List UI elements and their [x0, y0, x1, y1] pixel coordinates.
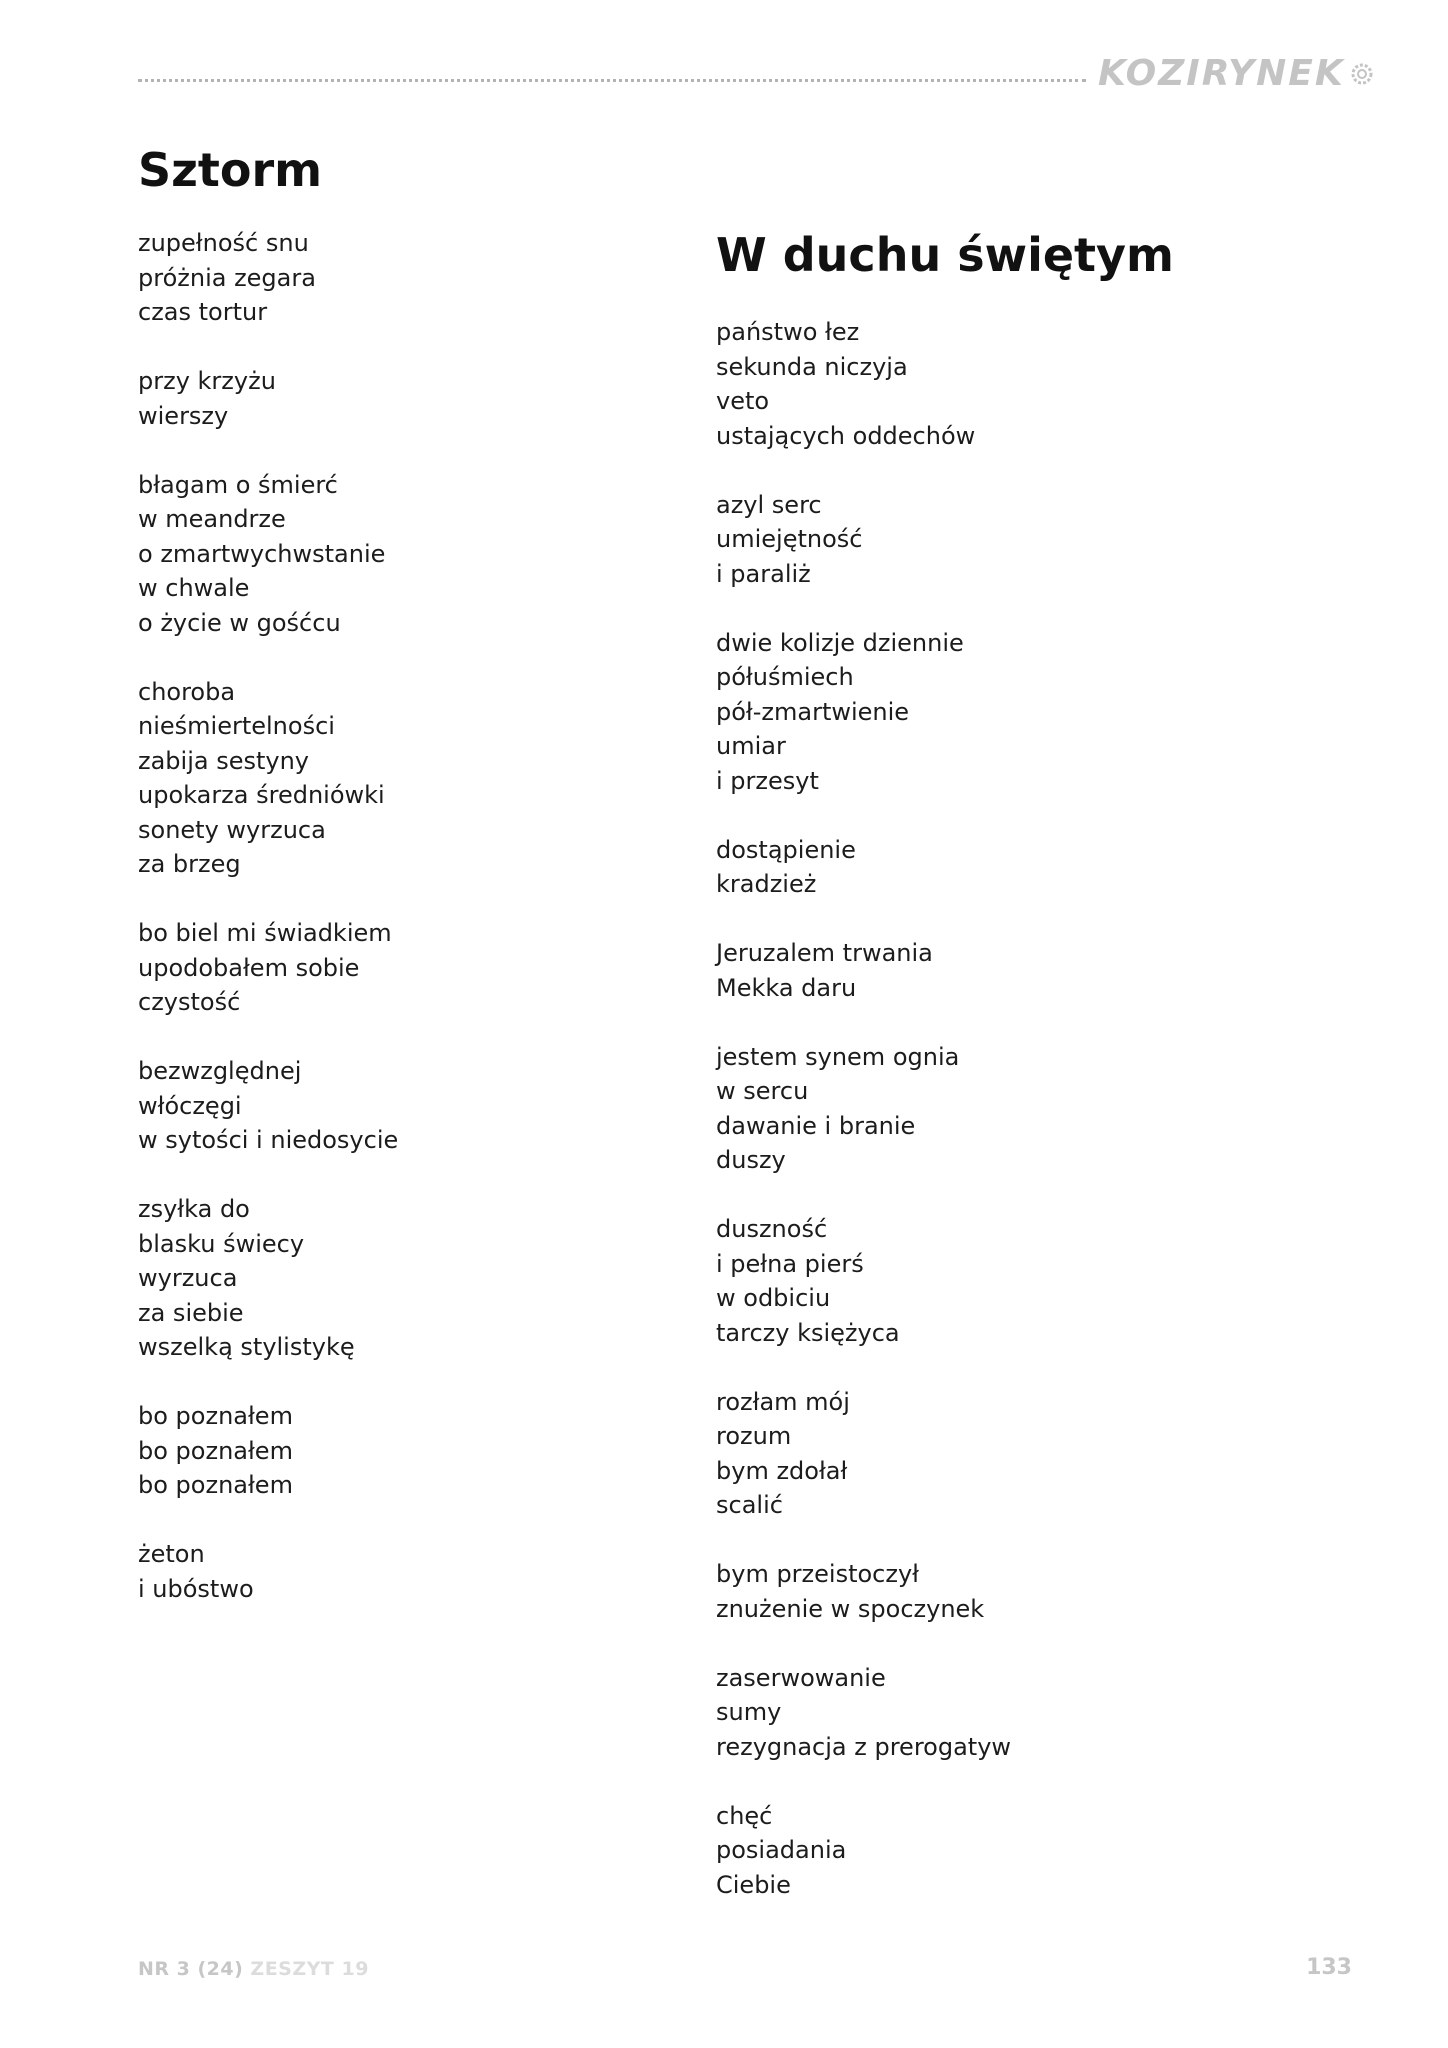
poem-line: znużenie w spoczynek: [716, 1594, 985, 1623]
poem-line: za siebie: [138, 1298, 244, 1327]
poem-line: dawanie i branie: [716, 1111, 916, 1140]
poem-line: zupełność snu: [138, 229, 309, 257]
poem-line: zabija sestyny: [138, 746, 310, 775]
poem-line: rozum: [716, 1422, 792, 1450]
poem-line: choroba: [138, 677, 236, 706]
poem-line: upodobałem sobie: [138, 953, 360, 982]
poem-line: umiejętność: [716, 525, 863, 553]
poem-body: [138, 226, 658, 1606]
poem-line: bo poznałem: [138, 1436, 293, 1465]
poem-line: w sercu: [716, 1077, 809, 1105]
poem-line: duszy: [716, 1146, 786, 1174]
poem-line: i przesyt: [716, 766, 819, 795]
stanza: [138, 1054, 658, 1158]
poem-line: czas tortur: [138, 298, 268, 326]
poem-title: W duchu świętym: [716, 228, 1174, 282]
poem-line: w meandrze: [138, 505, 286, 533]
stanza: [716, 1557, 1336, 1626]
poem-line: Ciebie: [716, 1870, 791, 1899]
stanza: [716, 1661, 1336, 1765]
poem-line: dostąpienie: [716, 835, 856, 864]
poem-line: półuśmiech: [716, 663, 854, 691]
poem-line: czystość: [138, 988, 241, 1016]
poem-line: w sytości i niedosycie: [138, 1126, 399, 1154]
stanza: [716, 1385, 1336, 1523]
poem-line: błagam o śmierć: [138, 470, 338, 499]
stanza: [138, 1537, 658, 1606]
poem-sztorm: [138, 140, 658, 1641]
brand-logo: [1098, 52, 1375, 102]
poem-line: tarczy księżyca: [716, 1318, 900, 1347]
poem-line: chęć: [716, 1801, 773, 1830]
stanza: [716, 936, 1336, 1005]
stanza: [138, 1192, 658, 1365]
poem-line: państwo łez: [716, 318, 860, 346]
poem-line: azyl serc: [716, 490, 822, 519]
poem-line: duszność: [716, 1215, 828, 1243]
stanza: [716, 1212, 1336, 1350]
poem-line: Mekka daru: [716, 973, 857, 1002]
poem-title: Sztorm: [138, 143, 323, 197]
stanza: [138, 1399, 658, 1503]
poem-line: bezwzględnej: [138, 1057, 302, 1085]
poem-line: wszelką stylistykę: [138, 1333, 355, 1361]
poem-line: wyrzuca: [138, 1264, 238, 1292]
header-dotted-rule: [138, 79, 1086, 82]
poem-line: upokarza średniówki: [138, 781, 385, 809]
poem-line: bo poznałem: [138, 1402, 293, 1430]
poem-w-duchu-swietym: [716, 225, 1336, 1937]
stanza: [716, 626, 1336, 799]
poem-line: wierszy: [138, 401, 229, 430]
poem-line: ustających oddechów: [716, 421, 976, 450]
poem-line: pół-zmartwienie: [716, 697, 910, 726]
issue-number: NR 3 (24): [138, 1958, 244, 1980]
poem-line: włóczęgi: [138, 1091, 242, 1120]
poem-line: sekunda niczyja: [716, 352, 908, 381]
stanza: [716, 488, 1336, 592]
poem-line: dwie kolizje dziennie: [716, 628, 964, 657]
stanza: [138, 226, 658, 330]
poem-line: veto: [716, 387, 770, 415]
poem-line: umiar: [716, 732, 786, 760]
page-number: 133: [1306, 1955, 1352, 1980]
poem-line: nieśmiertelności: [138, 712, 335, 740]
poem-line: w odbiciu: [716, 1284, 831, 1312]
poem-line: rezygnacja z prerogatyw: [716, 1732, 1012, 1761]
issue-footer: [138, 1958, 369, 1980]
poem-line: bym przeistoczył: [716, 1560, 919, 1588]
poem-body: [716, 315, 1336, 1902]
stanza: [716, 315, 1336, 453]
poem-line: o życie w gośćcu: [138, 608, 341, 637]
poem-line: próżnia zegara: [138, 263, 316, 292]
poem-line: i ubóstwo: [138, 1574, 254, 1603]
poem-line: o zmartwychwstanie: [138, 539, 386, 568]
stanza: [716, 1040, 1336, 1178]
poem-line: przy krzyżu: [138, 367, 276, 395]
stanza: [138, 675, 658, 882]
poem-line: Jeruzalem trwania: [716, 939, 933, 967]
stanza: [716, 833, 1336, 902]
poem-line: w chwale: [138, 574, 250, 602]
gear-icon: [1349, 61, 1375, 87]
poem-line: jestem synem ognia: [716, 1042, 960, 1071]
page-header: [138, 52, 1352, 102]
brand-name: KOZIRYNEK: [1098, 53, 1345, 94]
poem-line: i pełna pierś: [716, 1249, 864, 1278]
poem-line: i paraliż: [716, 559, 811, 588]
stanza: [138, 364, 658, 433]
poem-line: rozłam mój: [716, 1387, 850, 1416]
poem-line: scalić: [716, 1491, 783, 1519]
stanza: [138, 916, 658, 1020]
poem-line: zaserwowanie: [716, 1663, 886, 1692]
poem-line: za brzeg: [138, 850, 241, 878]
poem-line: żeton: [138, 1540, 205, 1568]
poem-line: sumy: [716, 1698, 782, 1726]
stanza: [138, 468, 658, 641]
poem-line: zsyłka do: [138, 1195, 250, 1223]
notebook-number: ZESZYT 19: [250, 1958, 369, 1980]
poem-line: bo biel mi świadkiem: [138, 919, 392, 947]
stanza: [716, 1799, 1336, 1903]
poem-line: kradzież: [716, 870, 817, 898]
poem-line: bo poznałem: [138, 1471, 293, 1499]
poem-line: bym zdołał: [716, 1456, 848, 1485]
poem-line: posiadania: [716, 1836, 847, 1864]
poem-line: blasku świecy: [138, 1229, 305, 1258]
poem-line: sonety wyrzuca: [138, 815, 326, 844]
